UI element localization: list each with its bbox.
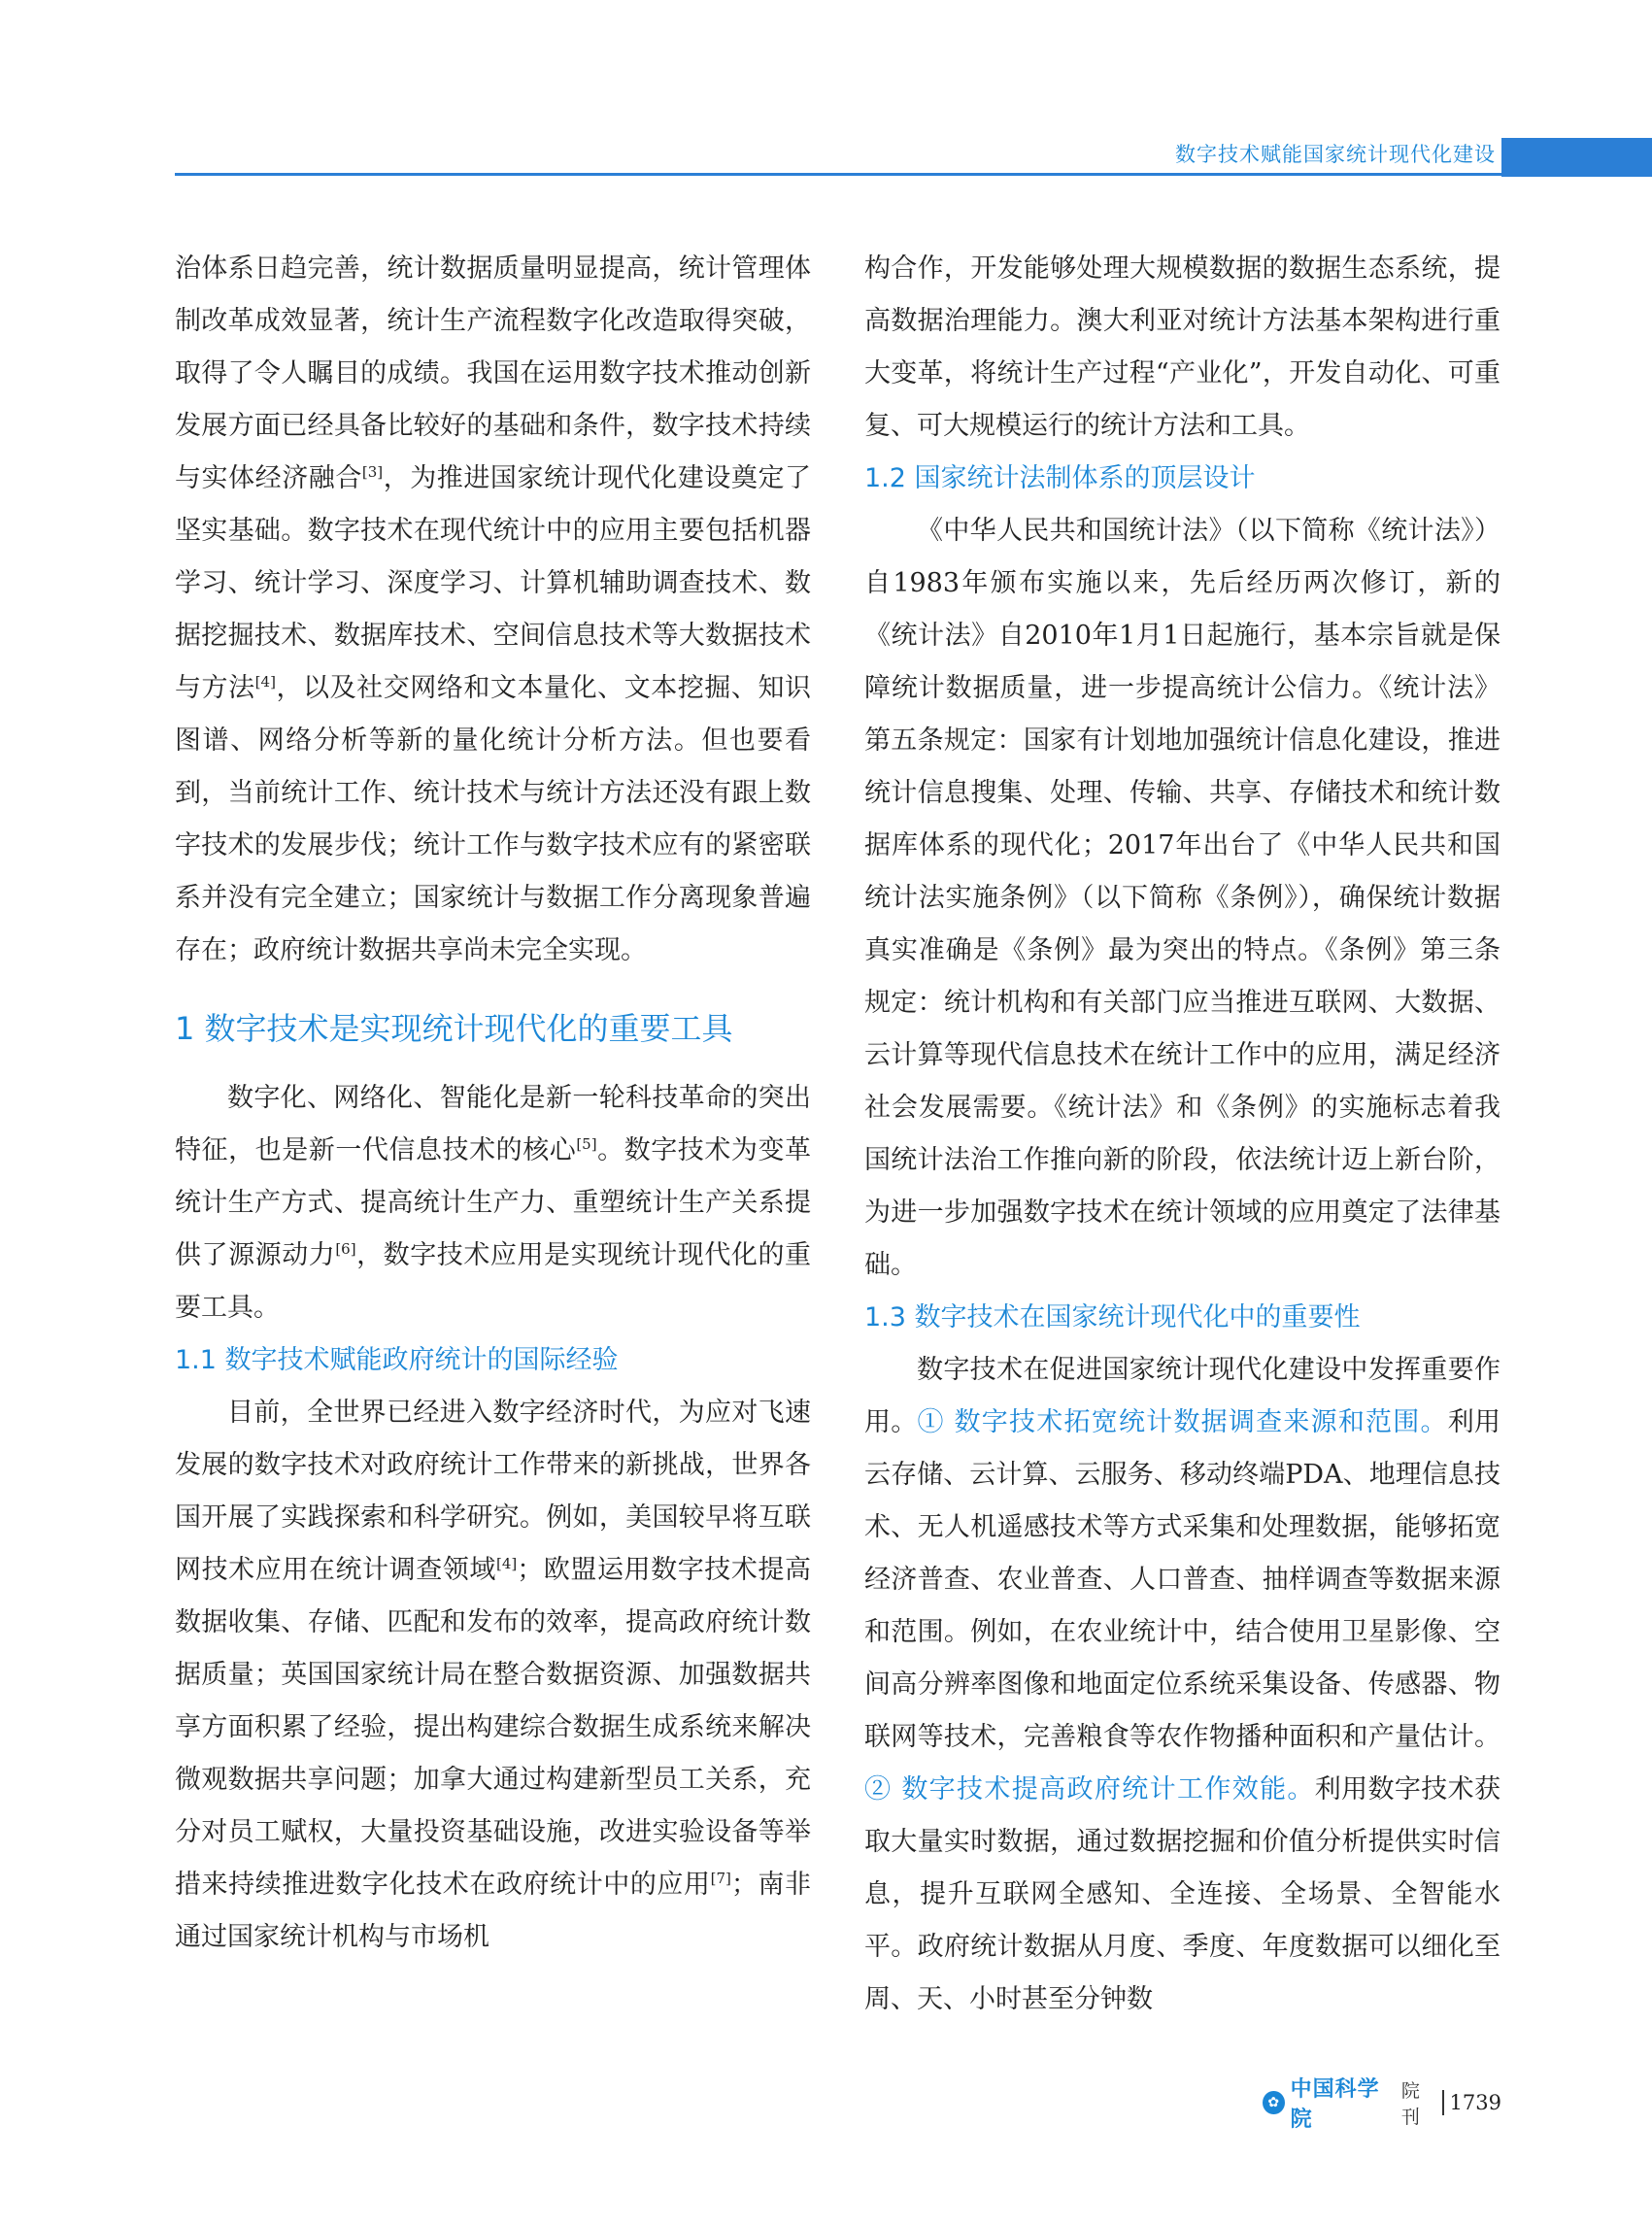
citation: [4] — [495, 1555, 518, 1572]
paragraph: 构合作，开发能够处理大规模数据的数据生态系统，提高数据治理能力。澳大利亚对统计方法基本架构进行重大变革，将统计生产过程“产业化”，开发自动化、可重复、可大规模运行的统计方法和工具。 — [864, 253, 1500, 441]
header-accent-block — [1501, 138, 1652, 177]
paragraph: 目前，全世界已经进入数字经济时代，为应对飞速发展的数字技术对政府统计工作带来的新挑战，世界各国开展了实践探索和科学研究。例如，美国较早将互联网技术应用在统计调查领域[4]；欧盟运用数字技术提高数据收集、存储、匹配和发布的效率，提高政府统计数据质量；英国国家统计局在整合数据资源、加强数据共享方面积累了经验，提出构建综合数据生成系统来解决微观数据共享问题；加拿大通过构建新型员工关系，充分对员工赋权，大量投资基础设施，改进实验设备等举措来持续推进数字化技术在政府统计中的应用[7]；南非通过国家统计机构与市场机 — [175, 1398, 812, 1952]
footer-divider — [1442, 2090, 1444, 2115]
page-number: 1739 — [1449, 2091, 1501, 2114]
left-column — [175, 243, 811, 1964]
subsection-heading: 1.3 数字技术在国家统计现代化中的重要性 — [864, 1302, 1361, 1332]
citation: [6] — [335, 1240, 356, 1258]
journal-name: 中国科学院 — [1290, 2077, 1380, 2132]
subsection-heading: 1.2 国家统计法制体系的顶层设计 — [864, 463, 1256, 493]
journal-subtitle: 院刊 — [1400, 2080, 1420, 2128]
paragraph: 《中华人民共和国统计法》（以下简称《统计法》）自1983年颁布实施以来，先后经历两次修订，新的《统计法》自2010年1月1日起施行，基本宗旨就是保障统计数据质量，进一步提高统计公信力。《统计法》第五条规定：国家有计划地加强统计信息化建设，推进统计信息搜集、处理、传输、共享、存储技术和统计数据库体系的现代化；2017年出台了《中华人民共和国统计法实施条例》（以下简称《条例》），确保统计数据真实准确是《条例》最为突出的特点。《条例》第三条规定：统计机构和有关部门应当推进互联网、大数据、云计算等现代信息技术在统计工作中的应用，满足经济社会发展需要。《统计法》和《条例》的实施标志着我国统计法治工作推向新的阶段，依法统计迈上新台阶，为进一步加强数字技术在统计领域的应用奠定了法律基础。 — [864, 516, 1500, 1280]
running-title: 数字技术赋能国家统计现代化建设 — [1175, 143, 1496, 166]
citation: [7] — [710, 1870, 731, 1887]
journal-logo-icon: ✿ — [1263, 2091, 1285, 2114]
subsection-heading: 1.1 数字技术赋能政府统计的国际经验 — [175, 1345, 619, 1375]
citation: [4] — [254, 673, 276, 691]
paragraph: 数字化、网络化、智能化是新一轮科技革命的突出特征，也是新一代信息技术的核心[5]。数字技术为变革统计生产方式、提高统计生产力、重塑统计生产关系提供了源源动力[6]，数字技术应用是实现统计现代化的重要工具。 — [175, 1083, 812, 1323]
header-rule — [175, 173, 1501, 176]
section-heading: 1 数字技术是实现统计现代化的重要工具 — [175, 1010, 733, 1047]
emphasis-point: ① 数字技术拓宽统计数据调查来源和范围。 — [917, 1407, 1448, 1437]
right-column — [864, 243, 1500, 2026]
paragraph: 治体系日趋完善，统计数据质量明显提高，统计管理体制改革成效显著，统计生产流程数字化改造取得突破，取得了令人瞩目的成绩。我国在运用数字技术推动创新发展方面已经具备比较好的基础和条件，数字技术持续与实体经济融合[3]，为推进国家统计现代化建设奠定了坚实基础。数字技术在现代统计中的应用主要包括机器学习、统计学习、深度学习、计算机辅助调查技术、数据挖掘技术、数据库技术、空间信息技术等大数据技术与方法[4]，以及社交网络和文本量化、文本挖掘、知识图谱、网络分析等新的量化统计分析方法。但也要看到，当前统计工作、统计技术与统计方法还没有跟上数字技术的发展步伐；统计工作与数字技术应有的紧密联系并没有完全建立；国家统计与数据工作分离现象普遍存在；政府统计数据共享尚未完全实现。 — [175, 253, 812, 965]
emphasis-point: ② 数字技术提高政府统计工作效能。 — [864, 1774, 1315, 1804]
citation: [5] — [576, 1135, 597, 1153]
paragraph: 数字技术在促进国家统计现代化建设中发挥重要作用。① 数字技术拓宽统计数据调查来源和范围。利用云存储、云计算、云服务、移动终端PDA、地理信息技术、无人机遥感技术等方式采集和处理数据，能够拓宽经济普查、农业普查、人口普查、抽样调查等数据来源和范围。例如，在农业统计中，结合使用卫星影像、空间高分辨率图像和地面定位系统采集设备、传感器、物联网等技术，完善粮食等农作物播种面积和产量估计。② 数字技术提高政府统计工作效能。利用数字技术获取大量实时数据，通过数据挖掘和价值分析提供实时信息，提升互联网全感知、全连接、全场景、全智能水平。政府统计数据从月度、季度、年度数据可以细化至周、天、小时甚至分钟数 — [864, 1355, 1501, 2014]
citation: [3] — [361, 463, 384, 481]
page-footer — [1263, 2077, 1501, 2132]
